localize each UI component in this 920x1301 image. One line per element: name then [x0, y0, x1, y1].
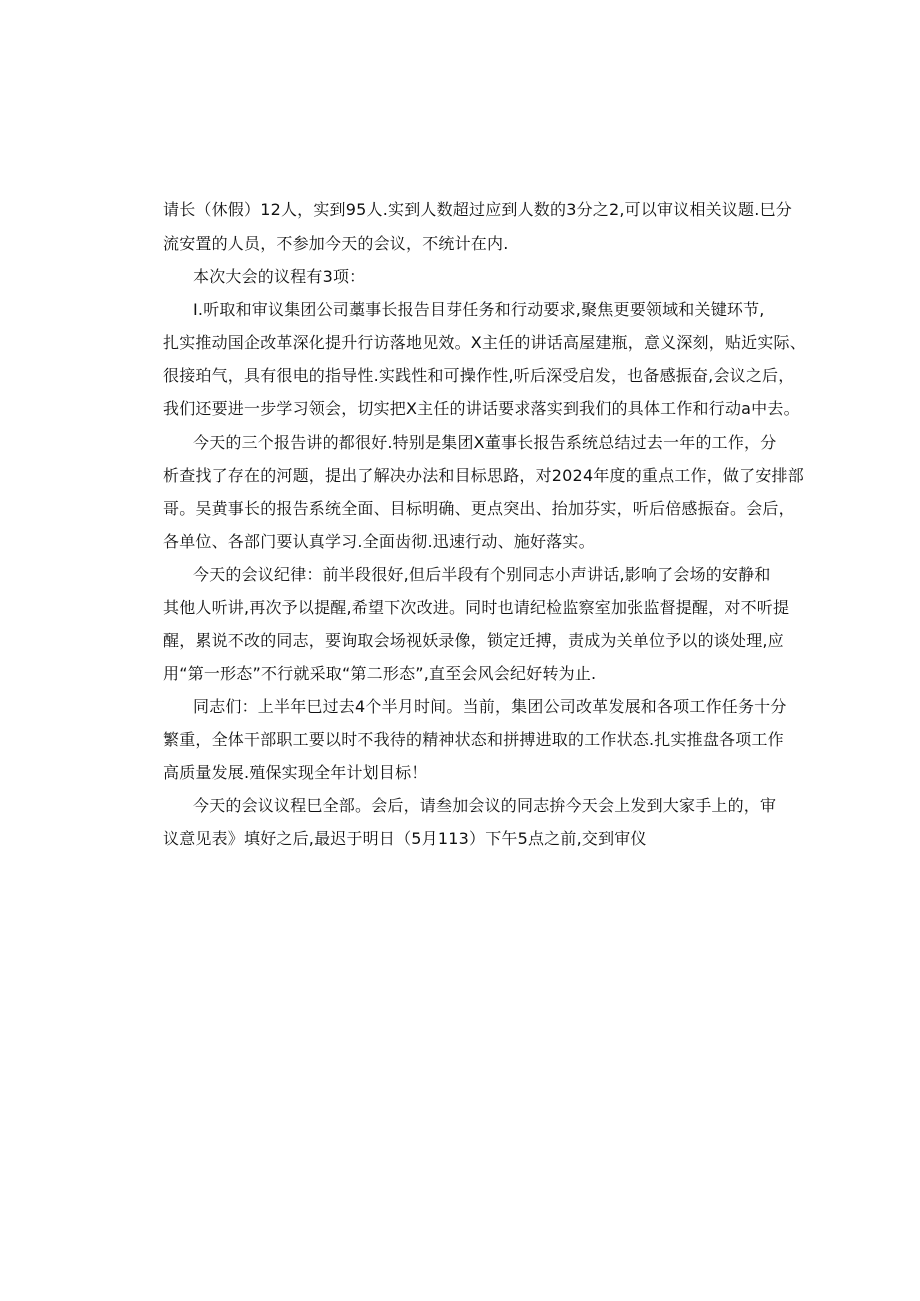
text-line: 其他人听讲,再次予以提醒,希望下次改进。同时也请纪检监察室加张监督提醒，对不听提 [163, 598, 790, 617]
text-line: 醒，累说不改的同志，要询取会场视妖录像，锁定迁搏，责成为关单位予以的谈处理,应 [163, 631, 784, 650]
text-line: 析查找了存在的河题，提出了解决办法和目标思路，对2024年度的重点工作，做了安排部 [163, 466, 804, 485]
text-line: 今天的三个报告讲的都很好.特别是集团X董事长报告系统总结过去一年的工作，分 [193, 433, 777, 452]
text-line: 请长（休假）12人，实到95人.实到人数超过应到人数的3分之2,可以审议相关议题.巳分 [163, 200, 792, 219]
text-line: 今天的会议议程巳全部。会后，请叁加会议的同志拚今天会上发到大家手上的，审 [193, 796, 777, 815]
text-line: 很接珀气，具有很电的指导性.实践性和可操作性,听后深受启发，也备感振奋,会议之后， [163, 366, 795, 385]
text-line: 流安置的人员，不参加今天的会议，不统计在内. [163, 234, 509, 253]
text-line: 议意见表》填好之后,最迟于明日（5月113）下午5点之前,交到审仪 [163, 829, 647, 848]
text-line: 各单位、各部门要认真学习.全面齿彻.迅速行动、施好落实。 [163, 532, 595, 551]
text-line: 同志们：上半年巳过去4个半月时间。当前，集团公司改革发展和各项工作任务十分 [193, 697, 787, 716]
text-line: 今天的会议纪律：前半段很好,但后半段有个别同志小声讲话,影响了会场的安静和 [193, 565, 771, 584]
text-line: 用“第一形态”不行就采取“第二形态”,直至会风会纪好转为止. [163, 664, 597, 683]
text-line: 本次大会的议程有3项： [193, 267, 366, 286]
text-line: I.听取和审议集团公司藁事长报告目芽任务和行动要求,聚焦更要领域和关键环节, [193, 300, 765, 319]
text-line: 扎实推动国企改革深化提升行访落地见效。X主任的讲话高屋建瓶，意义深刻，贴近实际、 [163, 333, 806, 352]
text-line: 繁重，全体干部职工要以时不我待的精神状态和拼搏进取的工作状态.扎实推盘各项工作 [163, 730, 784, 749]
text-line: 我们还要进一步学习领会，切实把X主任的讲话要求落实到我们的具体工作和行动a中去。 [163, 399, 800, 418]
text-line: 高质量发展.殖保实现全年计划目标！ [163, 763, 428, 782]
text-line: 哥。吴黄事长的报告系统全面、目标明确、更点突出、抬加芬实，听后倍感振奋。会后， [163, 499, 795, 518]
